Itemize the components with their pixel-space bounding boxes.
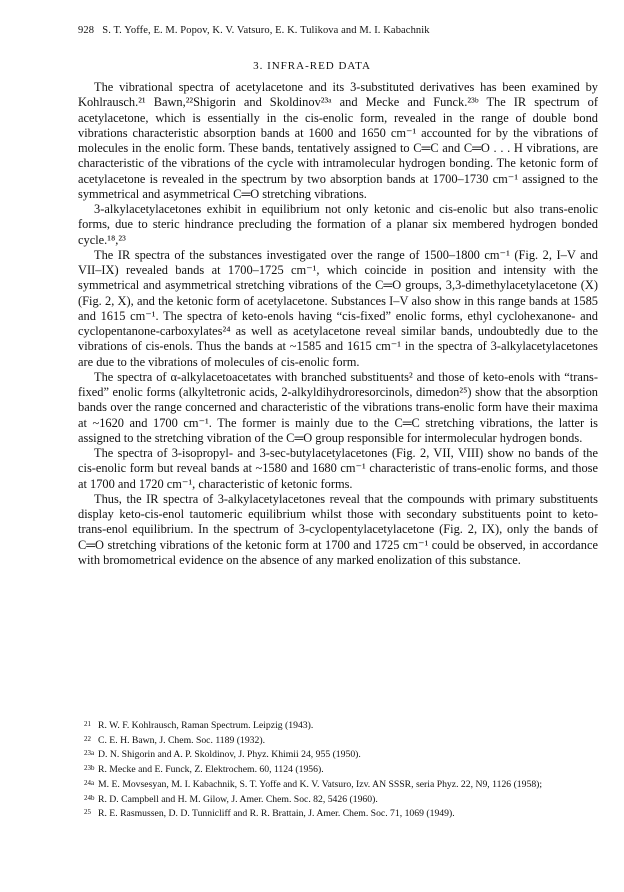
footnotes — [84, 718, 598, 821]
body-text — [78, 80, 598, 568]
reference-mark: 24a — [84, 778, 95, 787]
paragraph: The spectra of 3-isopropyl- and 3-sec-butylacetylacetones (Fig. 2, VII, VIII) show no bands of the cis-enolic form but reveal bands at ~1580 and 1680 cm⁻¹ characteristic of trans-enolic forms, and those at 1700 and 1720 cm⁻¹, characteristic of ketonic forms. — [78, 446, 598, 491]
reference-text: D. N. Shigorin and A. P. Skoldinov, J. Phyz. Khimii 24, 955 (1950). — [98, 749, 361, 761]
reference — [84, 762, 598, 777]
author-line: S. T. Yoffe, E. M. Popov, K. V. Vatsuro, E. K. Tulikova and M. I. Kabachnik — [102, 25, 430, 36]
reference-text: R. W. F. Kohlrausch, Raman Spectrum. Leipzig (1943). — [98, 720, 314, 731]
running-head — [78, 25, 578, 36]
reference-text: M. E. Movsesyan, M. I. Kabachnik, S. T. Yoffe and K. V. Vatsuro, Izv. AN SSSR, seria Phyz. 22, N9, 1126 (1958); — [98, 778, 543, 790]
reference-text: C. E. H. Bawn, J. Chem. Soc. 1189 (1932). — [98, 734, 266, 746]
reference — [84, 747, 598, 762]
reference-text: R. Mecke and E. Funck, Z. Elektrochem. 60, 1124 (1956). — [98, 764, 324, 776]
reference — [84, 806, 598, 821]
reference-mark: 23b — [84, 764, 95, 773]
paragraph: 3-alkylacetylacetones exhibit in equilibrium not only ketonic and cis-enolic but also trans-enolic forms, due to steric hindrance precluding the formation of a planar six membered hydrogen bonded cycle.¹⁸,²³ — [78, 202, 598, 247]
paragraph: Thus, the IR spectra of 3-alkylacetylacetones reveal that the compounds with primary substituents display keto-cis-enol tautomeric equilibrium whilst those with secondary substituents point to keto-trans-enol equilibrium. In the spectrum of 3-cyclopentylacetylacetone (Fig. 2, IX), only the bands of C═O stretching vibrations of the ketonic form at 1700 and 1725 cm⁻¹ could be observed, in accordance with bromometrical evidence on the absence of any marked enolization of this substance. — [78, 491, 598, 567]
reference-mark: 23a — [84, 749, 95, 758]
reference-text: R. E. Rasmussen, D. D. Tunnicliff and R. R. Brattain, J. Amer. Chem. Soc. 71, 1069 (1949). — [98, 808, 455, 820]
reference — [84, 733, 598, 748]
reference — [84, 792, 598, 807]
reference — [84, 718, 598, 733]
paragraph: The IR spectra of the substances investigated over the range of 1500–1800 cm⁻¹ (Fig. 2, I–V and VII–IX) revealed bands at 1700–1725 cm⁻¹, which coincide in position and intensity with the symmetrical and asymmetrical stretching vibrations of the C═O groups, 3,3-dimethylacetylacetone (X) (Fig. 2, X), and the ketonic form of acetylacetone. Substances I–V also show in this range bands at 1585 and 1615 cm⁻¹. The spectra of keto-enols having “cis-fixed” enolic forms, ethyl cyclohexanone- and cyclopentanone-carboxylates²⁴ as well as acetylacetone reveal similar bands, undoubtedly due to the vibrations of cis-enols. Thus the bands at ~1585 and 1615 cm⁻¹ in the spectra of 3-alkylacetylacetones are due to the vibrations of molecules of cis-enolic form. — [78, 247, 598, 369]
section-title: 3. INFRA-RED DATA — [253, 60, 371, 72]
paragraph: The spectra of α-alkylacetoacetates with branched substituents² and those of keto-enols with “trans-fixed” enolic forms (alkyltetronic acids, 2-alkyldihydroresorcinols, dimedon²⁵) show that the absorption bands over the range concerned and characteristic of the vibrations trans-enolic form have their maxima at ~1620 and 1700 cm⁻¹. The former is mainly due to the C═C stretching vibrations, the latter is assigned to the stretching vibration of the C═O group responsible for intermolecular hydrogen bonds. — [78, 369, 598, 445]
page-number: 928 — [78, 25, 95, 36]
paragraph: The vibrational spectra of acetylacetone and its 3-substituted derivatives has been examined by Kohlrausch.²¹ Bawn,²²Shigorin and Skoldinov²³ᵃ and Mecke and Funck.²³ᵇ The IR spectrum of acetylacetone, which is essentially in the cis-enolic form, revealed in the range of double bond vibrations characteristic absorption bands at 1600 and 1650 cm⁻¹ accounted for by the vibrations of molecules in the enolic form. These bands, tentatively assigned to C═C and C═O . . . H vibrations, are characteristic of the vibrations of the cycle with intramolecular hydrogen bonding. The ketonic form of acetylacetone is revealed in the spectrum by two absorption bands at 1700–1730 cm⁻¹ assigned to the symmetrical and asymmetrical C═O stretching vibrations. — [78, 80, 598, 201]
reference — [84, 777, 598, 792]
reference-mark: 21 — [84, 720, 91, 728]
reference-text: R. D. Campbell and H. M. Gilow, J. Amer. Chem. Soc. 82, 5426 (1960). — [98, 793, 378, 805]
reference-mark: 22 — [84, 734, 91, 743]
reference-mark: 24b — [84, 793, 95, 802]
reference-mark: 25 — [84, 808, 91, 817]
